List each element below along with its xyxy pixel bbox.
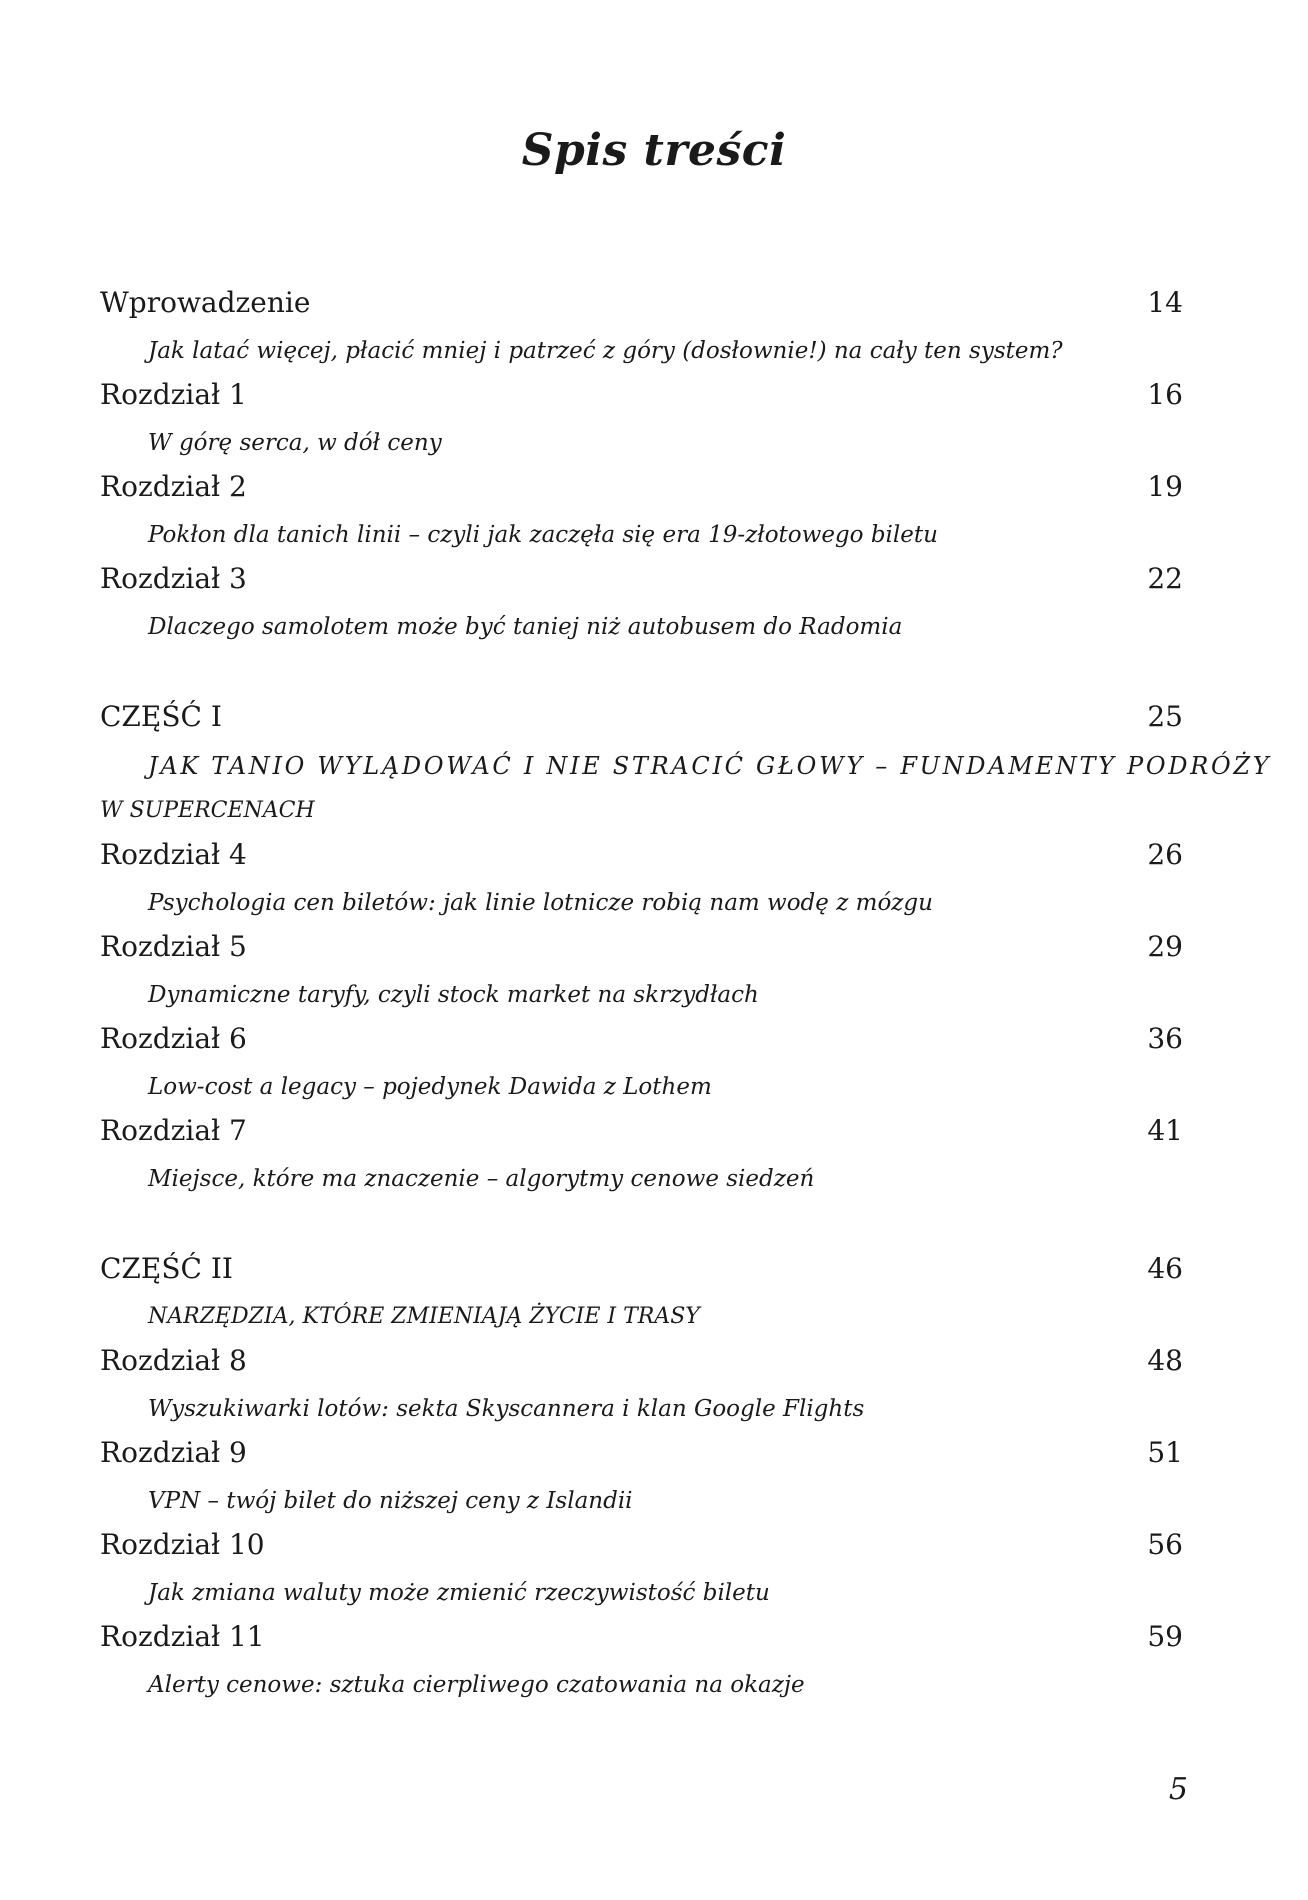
toc-entry-label: Rozdział 5 [100, 930, 247, 963]
toc-entry-page: 19 [1147, 470, 1183, 503]
toc-entry-subtitle: Pokłon dla tanich linii – czyli jak zaczęła się era 19-złotowego biletu [148, 522, 938, 548]
toc-entry-page: 25 [1147, 700, 1183, 733]
toc-entry-page: 22 [1147, 562, 1183, 595]
toc-entry-rozdzial-10[interactable] [100, 1528, 1183, 1568]
toc-entry-subtitle: Dynamiczne taryfy, czyli stock market na skrzydłach [148, 982, 759, 1008]
toc-entry-page: 46 [1147, 1252, 1183, 1285]
toc-part-subtitle-continued: W SUPERCENACH [100, 798, 315, 823]
toc-entry-label: CZĘŚĆ I [100, 700, 222, 733]
toc-entry-page: 48 [1147, 1344, 1183, 1377]
toc-entry-label: Rozdział 2 [100, 470, 247, 503]
toc-entry-page: 59 [1147, 1620, 1183, 1653]
toc-entry-subtitle: Alerty cenowe: sztuka cierpliwego czatowania na okazje [148, 1672, 805, 1698]
page-number: 5 [1168, 1772, 1188, 1807]
toc-entry-rozdzial-4[interactable] [100, 838, 1183, 878]
toc-entry-rozdzial-3[interactable] [100, 562, 1183, 602]
toc-entry-subtitle: Psychologia cen biletów: jak linie lotnicze robią nam wodę z mózgu [148, 890, 933, 916]
toc-entry-page: 14 [1147, 286, 1183, 319]
toc-entry-subtitle: Jak zmiana waluty może zmienić rzeczywistość biletu [148, 1580, 770, 1606]
toc-entry-rozdzial-6[interactable] [100, 1022, 1183, 1062]
toc-entry-rozdzial-2[interactable] [100, 470, 1183, 510]
toc-entry-label: Rozdział 8 [100, 1344, 247, 1377]
toc-entry-label: Rozdział 4 [100, 838, 247, 871]
toc-entry-rozdzial-11[interactable] [100, 1620, 1183, 1660]
toc-entry-rozdzial-9[interactable] [100, 1436, 1183, 1476]
page-title: Spis treści [521, 125, 787, 176]
toc-entry-label: Rozdział 9 [100, 1436, 247, 1469]
toc-entry-label: Wprowadzenie [100, 286, 311, 319]
toc-entry-page: 16 [1147, 378, 1183, 411]
toc-entry-label: Rozdział 6 [100, 1022, 247, 1055]
toc-entry-rozdzial-7[interactable] [100, 1114, 1183, 1154]
toc-entry-label: Rozdział 10 [100, 1528, 265, 1561]
toc-entry-subtitle: W górę serca, w dół ceny [148, 430, 442, 456]
toc-entry-subtitle: VPN – twój bilet do niższej ceny z Islandii [148, 1488, 633, 1514]
toc-part-subtitle: NARZĘDZIA, KTÓRE ZMIENIAJĄ ŻYCIE I TRASY [148, 1304, 700, 1329]
toc-part-1[interactable] [100, 700, 1183, 740]
toc-entry-label: Rozdział 3 [100, 562, 247, 595]
toc-entry-page: 36 [1147, 1022, 1183, 1055]
toc-entry-subtitle: Miejsce, które ma znaczenie – algorytmy cenowe siedzeń [148, 1166, 815, 1192]
toc-part-subtitle: JAK TANIO WYLĄDOWAĆ I NIE STRACIĆ GŁOWY – FUNDAMENTY PODRÓŻY [148, 752, 1272, 780]
toc-entry-subtitle: Jak latać więcej, płacić mniej i patrzeć z góry (dosłownie!) na cały ten system? [148, 338, 1063, 364]
toc-entry-page: 56 [1147, 1528, 1183, 1561]
toc-entry-rozdzial-8[interactable] [100, 1344, 1183, 1384]
toc-entry-rozdzial-5[interactable] [100, 930, 1183, 970]
toc-entry-label: Rozdział 11 [100, 1620, 265, 1653]
toc-entry-subtitle: Wyszukiwarki lotów: sekta Skyscannera i klan Google Flights [148, 1396, 865, 1422]
toc-entry-page: 51 [1147, 1436, 1183, 1469]
toc-entry-label: CZĘŚĆ II [100, 1252, 233, 1285]
toc-entry-page: 29 [1147, 930, 1183, 963]
toc-entry-label: Rozdział 1 [100, 378, 247, 411]
toc-entry-rozdzial-1[interactable] [100, 378, 1183, 418]
toc-entry-subtitle: Low-cost a legacy – pojedynek Dawida z Lothem [148, 1074, 712, 1100]
toc-entry-subtitle: Dlaczego samolotem może być taniej niż autobusem do Radomia [148, 614, 903, 640]
toc-entry-wprowadzenie[interactable] [100, 286, 1183, 326]
toc-entry-page: 41 [1147, 1114, 1183, 1147]
toc-entry-label: Rozdział 7 [100, 1114, 247, 1147]
toc-part-2[interactable] [100, 1252, 1183, 1292]
toc-entry-page: 26 [1147, 838, 1183, 871]
